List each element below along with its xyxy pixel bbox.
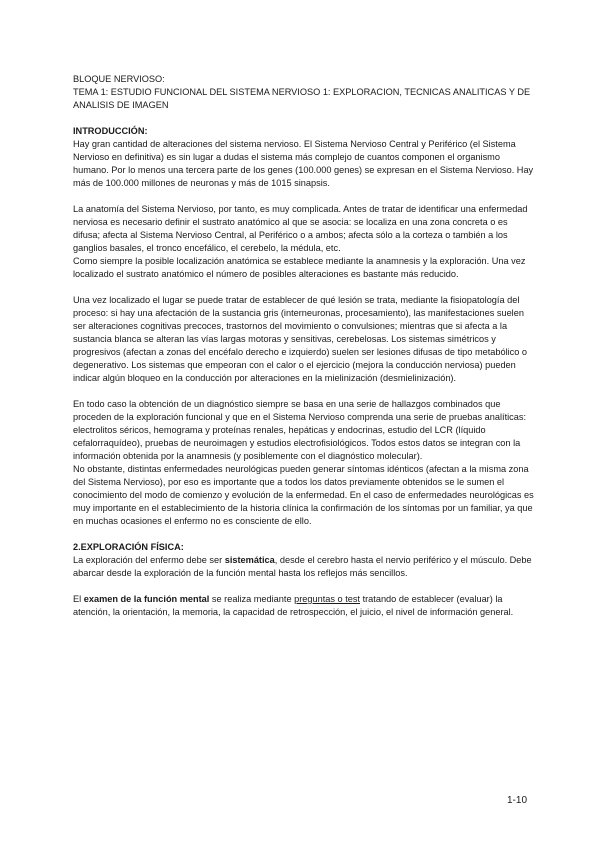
text-run: se realiza mediante — [209, 594, 295, 604]
intro-paragraph-4: Una vez localizado el lugar se puede tratar de establecer de qué lesión se trata, mediante la fisiopatología del proceso: si hay una afectación de la sustancia gris (interneuronas, procesamiento), las manifestaciones suelen ser alteraciones cognitivas precoces, trastornos del movimiento o convulsiones; mientras que si afecta a la sustancia blanca se alteran las vías largas motoras y sensitivas, cerebelosas. Los sistemas simétricos y progresivos (afectan a zonas del encéfalo derecho e izquierdo) suelen ser lesiones difusas de tipo metabólico o degenerativo. Los sistemas que empeoran con el calor o el ejercicio (mejora la conducción nerviosa) pueden indicar algún bloqueo en la conducción por alteraciones en la mielinización (desmielinización). — [73, 295, 528, 383]
intro-heading: INTRODUCCIÓN: — [73, 126, 148, 136]
underlined-term: preguntas o test — [294, 594, 361, 604]
bold-term: sistemática — [224, 555, 275, 565]
page-number: 1-10 — [506, 795, 527, 806]
exploracion-paragraph-2 — [73, 593, 535, 619]
topic-title: TEMA 1: ESTUDIO FUNCIONAL DEL SISTEMA NERVIOSO 1: EXPLORACION, TECNICAS ANALITICAS Y DE ANALISIS DE IMAGEN — [73, 87, 531, 110]
bold-term: examen de la función mental — [83, 594, 210, 604]
intro-paragraph-2: La anatomía del Sistema Nervioso, por tanto, es muy complicada. Antes de tratar de identificar una enfermedad nerviosa es necesario definir el sustrato anatómico al que se asocia: se localiza en una zona concreta o es difusa; afecta al Sistema Nervioso Central, al Periférico o a ambos; afecta sólo a la corteza o también a los ganglios basales, el tronco encefálico, el cerebelo, la médula, etc. — [73, 204, 528, 253]
intro-paragraph-6: No obstante, distintas enfermedades neurológicas pueden generar síntomas idénticos (afectan a la misma zona del Sistema Nervioso), por eso es importante que a todos los datos previamente obtenidos se le sumen el conocimiento del modo de comienzo y evolución de la enfermedad. En el caso de enfermedades neurológicas es muy importante en el establecimiento de la historia clínica la confirmación de los síntomas por un familiar, ya que en muchas ocasiones el enfermo no es consciente de ello. — [73, 464, 534, 526]
block-title: BLOQUE NERVIOSO: — [73, 74, 165, 84]
document-body — [73, 73, 535, 619]
exploracion-heading: 2.EXPLORACIÓN FÍSICA: — [73, 542, 184, 552]
text-run: tratando de establecer (evaluar) la atención, la orientación, la memoria, la capacidad de retrospección, el juicio, el nivel de información general. — [73, 594, 514, 617]
intro-paragraph-1: Hay gran cantidad de alteraciones del sistema nervioso. El Sistema Nervioso Central y Periférico (el Sistema Nervioso en definitiva) es sin lugar a dudas el sistema más complejo de cuantos componen el organismo humano. Por lo menos una tercera parte de los genes (100.000 genes) se expresan en el Sistema Nervioso. Hay más de 100.000 millones de neuronas y más de 1015 sinapsis. — [73, 139, 534, 188]
text-run: El — [73, 594, 84, 604]
intro-paragraph-3: Como siempre la posible localización anatómica se establece mediante la anamnesis y la exploración. Una vez localizado el sustrato anatómico el número de posibles alteraciones es bastante más reducido. — [73, 256, 526, 279]
exploracion-paragraph-1 — [73, 554, 535, 580]
text-run: , desde el cerebro hasta el nervio periférico y el músculo. Debe abarcar desde la exploración de la función mental hasta los reflejos más sencillos. — [73, 555, 532, 578]
text-run: La exploración del enfermo debe ser — [73, 555, 225, 565]
intro-paragraph-5: En todo caso la obtención de un diagnóstico siempre se basa en una serie de hallazgos combinados que proceden de la exploración funcional y que en el Sistema Nervioso comprenda una serie de pruebas analíticas: electrolitos séricos, hemograma y proteínas renales, hepáticas y endocrinas, estudio del LCR (líquido cefalorraquídeo), pruebas de neuroimagen y estudios electrofisiológicos. Todos estos datos se integran con la información obtenida por la anamnesis (y posiblemente con el diagnóstico molecular). — [73, 399, 527, 461]
